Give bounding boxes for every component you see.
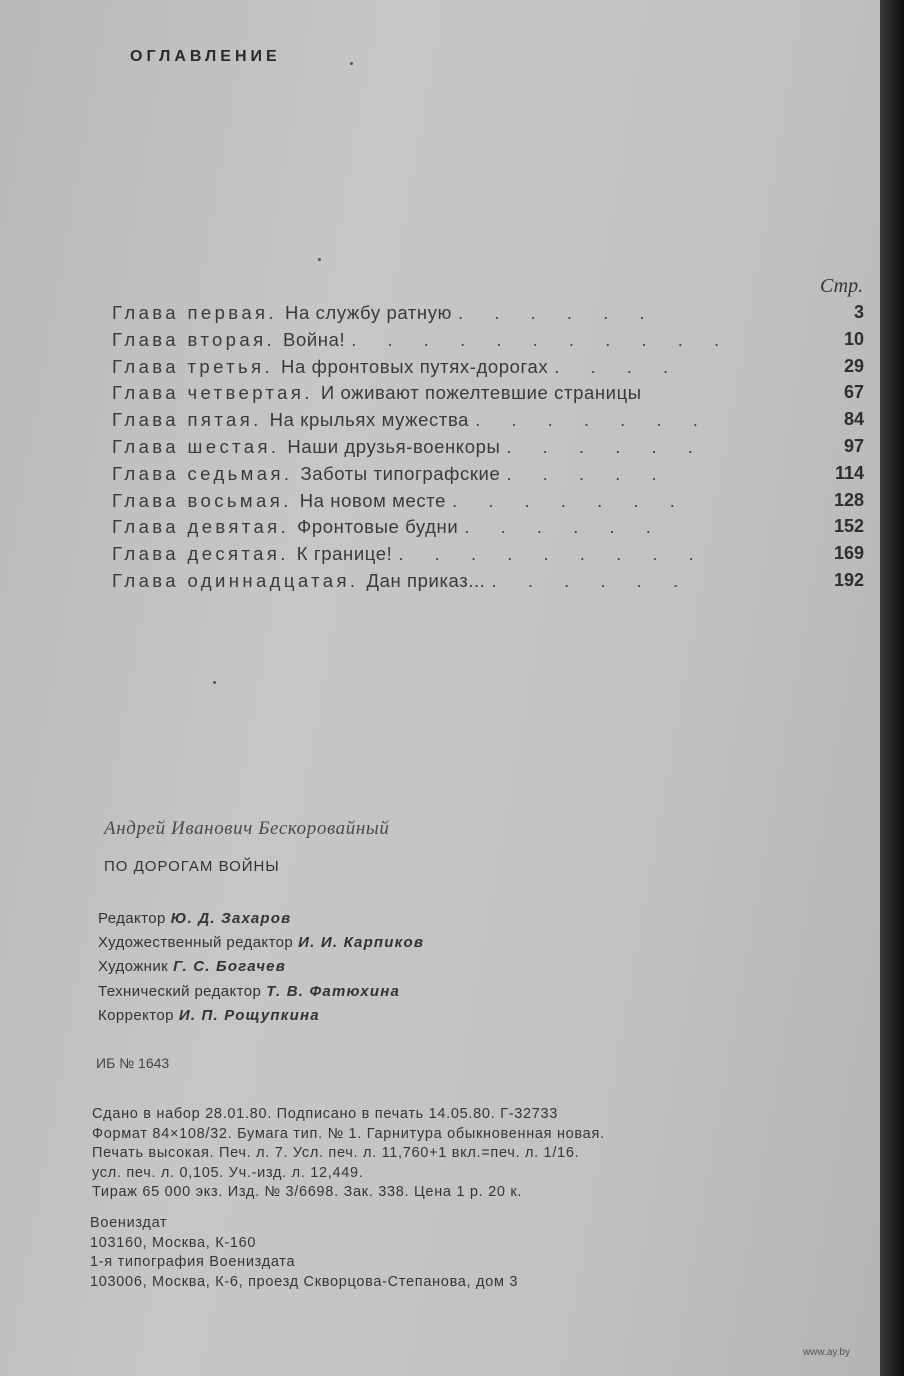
chapter-page: 3 <box>853 302 864 322</box>
chapter-page: 192 <box>833 569 864 590</box>
credits-list <box>98 910 424 1031</box>
imprint-line: Тираж 65 000 экз. Изд. № 3/6698. Зак. 338. Цена 1 р. 20 к. <box>92 1184 523 1200</box>
dot-leader: . . . . . <box>506 462 670 484</box>
chapter-title: Наши друзья-военкоры <box>287 435 501 457</box>
dot-leader: . . . . . . <box>464 516 664 538</box>
chapter-prefix: Глава восьмая. <box>112 489 292 511</box>
toc-row <box>112 356 872 383</box>
credit-role: Технический редактор <box>98 982 262 1000</box>
chapter-title: На службу ратную <box>284 302 453 323</box>
credit-name: Г. С. Богачев <box>173 958 286 976</box>
ib-number: ИБ № 1643 <box>96 1055 170 1071</box>
chapter-page: 67 <box>843 382 864 403</box>
chapter-title: На крыльях мужества <box>269 409 470 431</box>
paper-speck <box>213 681 216 684</box>
chapter-title: Фронтовые будни <box>297 516 459 538</box>
chapter-prefix: Глава десятая. <box>112 543 289 565</box>
imprint-block <box>92 1106 605 1204</box>
credit-role: Корректор <box>98 1006 174 1024</box>
credit-row <box>98 958 424 982</box>
dot-leader: . . . . . . <box>491 569 692 591</box>
chapter-title: Дан приказ... <box>366 569 486 591</box>
toc-row <box>112 302 872 329</box>
page-column-label: Стр. <box>820 275 864 297</box>
chapter-title: К границе! <box>296 543 393 565</box>
chapter-page: 97 <box>843 435 864 456</box>
chapter-title: Война! <box>283 328 346 350</box>
chapter-prefix: Глава девятая. <box>112 516 290 538</box>
paper-speck <box>350 62 353 65</box>
toc-row <box>112 543 872 570</box>
chapter-page: 169 <box>833 543 864 564</box>
chapter-page: 84 <box>843 409 864 430</box>
toc-row <box>112 409 872 436</box>
chapter-title: Заботы типографские <box>300 462 501 484</box>
chapter-page: 114 <box>834 462 864 483</box>
chapter-prefix: Глава первая. <box>112 302 277 323</box>
publisher-line: 103160, Москва, К-160 <box>90 1234 257 1251</box>
book-title: ПО ДОРОГАМ ВОЙНЫ <box>104 858 280 875</box>
credit-role: Художник <box>98 958 169 976</box>
table-of-contents <box>112 302 872 597</box>
publisher-line: Воениздат <box>90 1215 168 1231</box>
chapter-page: 10 <box>843 328 864 349</box>
credit-role: Художественный редактор <box>98 934 294 952</box>
dot-leader: . . . . . . . <box>475 409 711 431</box>
toc-row <box>112 463 872 490</box>
dot-leader: . . . . . . . <box>451 489 688 511</box>
chapter-page: 152 <box>833 516 864 537</box>
book-spine-edge <box>880 0 904 1376</box>
chapter-prefix: Глава четвертая. <box>112 382 313 404</box>
toc-row <box>112 490 872 517</box>
toc-row <box>112 516 872 543</box>
credit-row <box>98 983 424 1007</box>
toc-row <box>112 382 872 409</box>
dot-leader: . . . . . . . . . . . <box>351 328 733 350</box>
chapter-prefix: Глава вторая. <box>112 328 276 350</box>
chapter-prefix: Глава третья. <box>112 355 274 377</box>
dot-leader: . . . . <box>554 355 682 377</box>
chapter-page: 128 <box>833 489 864 510</box>
dot-leader: . . . . . . . . . <box>398 543 707 565</box>
chapter-prefix: Глава одиннадцатая. <box>112 569 359 591</box>
chapter-page: 29 <box>843 355 864 376</box>
toc-row <box>112 570 872 597</box>
credit-name: И. П. Рощупкина <box>178 1006 320 1024</box>
chapter-prefix: Глава шестая. <box>112 435 280 457</box>
watermark: www.ay.by <box>802 1347 850 1358</box>
credit-name: Т. В. Фатюхина <box>266 982 401 1000</box>
chapter-title: И оживают пожелтевшие страницы <box>320 382 642 404</box>
credit-row <box>98 934 424 958</box>
chapter-prefix: Глава пятая. <box>112 409 262 431</box>
publisher-block <box>90 1215 518 1293</box>
chapter-title: На новом месте <box>299 489 446 511</box>
credit-name: И. И. Карпиков <box>298 934 425 952</box>
toc-row <box>112 329 872 356</box>
credit-name: Ю. Д. Захаров <box>170 910 292 927</box>
imprint-line: Печать высокая. Печ. л. 7. Усл. печ. л. 11,760+1 вкл.=печ. л. 1/16. <box>92 1145 580 1161</box>
dot-leader: . . . . . . <box>506 435 706 457</box>
credit-role: Редактор <box>98 910 166 927</box>
publisher-line: 103006, Москва, К-6, проезд Скворцова-Степанова, дом 3 <box>90 1273 519 1290</box>
publisher-line: 1-я типография Воениздата <box>90 1254 296 1270</box>
imprint-line: Сдано в набор 28.01.80. Подписано в печать 14.05.80. Г-32733 <box>92 1106 559 1122</box>
dot-leader: . . . . . . <box>458 302 658 323</box>
chapter-prefix: Глава седьмая. <box>112 462 293 484</box>
imprint-line: усл. печ. л. 0,105. Уч.-изд. л. 12,449. <box>92 1164 364 1181</box>
paper-speck <box>318 258 321 261</box>
credit-row <box>98 1007 424 1031</box>
imprint-line: Формат 84×108/32. Бумага тип. № 1. Гарнитура обыкновенная новая. <box>92 1125 605 1142</box>
chapter-title: На фронтовых путях-дорогах <box>281 355 549 377</box>
author-name: Андрей Иванович Бескоровайный <box>104 818 390 839</box>
contents-title: ОГЛАВЛЕНИЕ <box>130 48 281 65</box>
toc-row <box>112 436 872 463</box>
credit-row <box>98 910 424 934</box>
